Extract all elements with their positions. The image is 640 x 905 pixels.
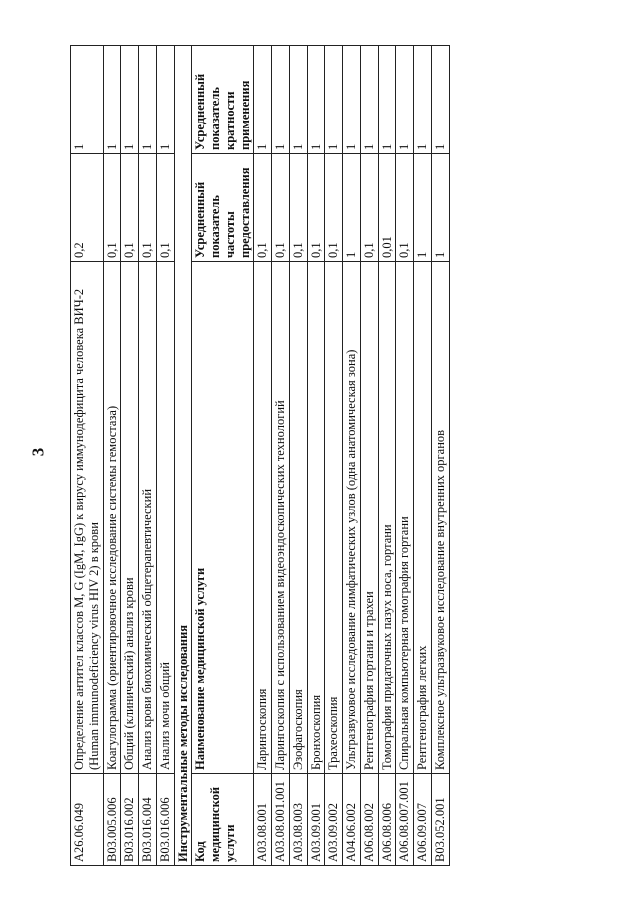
code-cell: B03.016.006: [156, 774, 174, 866]
freq-cell: 0,1: [139, 154, 157, 262]
mult-cell: 1: [343, 46, 361, 154]
freq-cell: 0,1: [396, 154, 414, 262]
mult-cell: 1: [121, 46, 139, 154]
code-cell: B03.052.001: [431, 774, 449, 866]
name-cell: Анализ мочи общий: [156, 262, 174, 774]
freq-cell: 0,01: [378, 154, 396, 262]
rotated-page-content: [70, 46, 510, 866]
table-header-row: [192, 46, 254, 866]
mult-cell: 1: [307, 46, 325, 154]
mult-cell: 1: [103, 46, 121, 154]
code-cell: B03.016.002: [121, 774, 139, 866]
freq-cell: 0,1: [121, 154, 139, 262]
table-row: [343, 46, 361, 866]
section-title: Инструментальные методы исследования: [174, 46, 192, 866]
mult-cell: 1: [360, 46, 378, 154]
table-row: [414, 46, 432, 866]
mult-cell: 1: [289, 46, 307, 154]
freq-cell: 0,1: [103, 154, 121, 262]
name-cell: Рентгенография легких: [414, 262, 432, 774]
section-title-row: [174, 46, 192, 866]
code-cell: A03.09.001: [307, 774, 325, 866]
header-code: Код медицинской услуги: [192, 774, 254, 866]
freq-cell: 0,1: [289, 154, 307, 262]
freq-cell: 1: [414, 154, 432, 262]
name-cell: Коагулограмма (ориентировочное исследование системы гемостаза): [103, 262, 121, 774]
mult-cell: 1: [431, 46, 449, 154]
freq-cell: 0,1: [325, 154, 343, 262]
code-cell: A04.06.002: [343, 774, 361, 866]
name-cell: Эзофагоскопия: [289, 262, 307, 774]
table-row: [289, 46, 307, 866]
mult-cell: 1: [272, 46, 290, 154]
header-mult: Усредненный показатель кратности применения: [192, 46, 254, 154]
table-row: [139, 46, 157, 866]
code-cell: A03.09.002: [325, 774, 343, 866]
name-cell: Трахеоскопия: [325, 262, 343, 774]
table-row: [103, 46, 121, 866]
mult-cell: 1: [325, 46, 343, 154]
code-cell: A03.08.003: [289, 774, 307, 866]
freq-cell: 0,1: [254, 154, 272, 262]
table-row: [71, 46, 104, 866]
name-cell: Анализ крови биохимический общетерапевтический: [139, 262, 157, 774]
table-row: [272, 46, 290, 866]
name-cell: Ларингоскопия: [254, 262, 272, 774]
services-table: [70, 45, 450, 866]
name-cell: Общий (клинический) анализ крови: [121, 262, 139, 774]
header-freq: Усредненный показатель частоты предоставления: [192, 154, 254, 262]
table-row: [431, 46, 449, 866]
mult-cell: 1: [414, 46, 432, 154]
name-cell: Комплексное ультразвуковое исследование внутренних органов: [431, 262, 449, 774]
table-row: [254, 46, 272, 866]
table-row: [307, 46, 325, 866]
mult-cell: 1: [378, 46, 396, 154]
page-number: 3: [28, 447, 48, 457]
code-cell: A06.08.002: [360, 774, 378, 866]
mult-cell: 1: [156, 46, 174, 154]
name-cell: Рентгенография гортани и трахеи: [360, 262, 378, 774]
name-cell: Определение антител классов M, G (IgM, IgG) к вирусу иммунодефицита человека ВИЧ-2 (Human immunodeficiency virus HIV 2) в крови: [71, 262, 104, 774]
name-cell: Томография придаточных пазух носа, гортани: [378, 262, 396, 774]
table-row: [121, 46, 139, 866]
code-cell: A06.08.007.001: [396, 774, 414, 866]
freq-cell: 0,1: [307, 154, 325, 262]
name-cell: Ультразвуковое исследование лимфатических узлов (одна анатомическая зона): [343, 262, 361, 774]
freq-cell: 0,1: [156, 154, 174, 262]
code-cell: A03.08.001: [254, 774, 272, 866]
code-cell: A06.08.006: [378, 774, 396, 866]
table-row: [156, 46, 174, 866]
freq-cell: 1: [343, 154, 361, 262]
code-cell: A06.09.007: [414, 774, 432, 866]
freq-cell: 0,2: [71, 154, 104, 262]
code-cell: B03.016.004: [139, 774, 157, 866]
code-cell: A26.06.049: [71, 774, 104, 866]
name-cell: Спиральная компьютерная томография гортани: [396, 262, 414, 774]
table-row: [378, 46, 396, 866]
code-cell: B03.005.006: [103, 774, 121, 866]
name-cell: Бронхоскопия: [307, 262, 325, 774]
code-cell: A03.08.001.001: [272, 774, 290, 866]
mult-cell: 1: [254, 46, 272, 154]
table-row: [396, 46, 414, 866]
freq-cell: 1: [431, 154, 449, 262]
freq-cell: 0,1: [272, 154, 290, 262]
table-row: [360, 46, 378, 866]
mult-cell: 1: [139, 46, 157, 154]
mult-cell: 1: [396, 46, 414, 154]
table-row: [325, 46, 343, 866]
mult-cell: 1: [71, 46, 104, 154]
name-cell: Ларингоскопия с использованием видеоэндоскопических технологий: [272, 262, 290, 774]
freq-cell: 0,1: [360, 154, 378, 262]
header-name: Наименование медицинской услуги: [192, 262, 254, 774]
